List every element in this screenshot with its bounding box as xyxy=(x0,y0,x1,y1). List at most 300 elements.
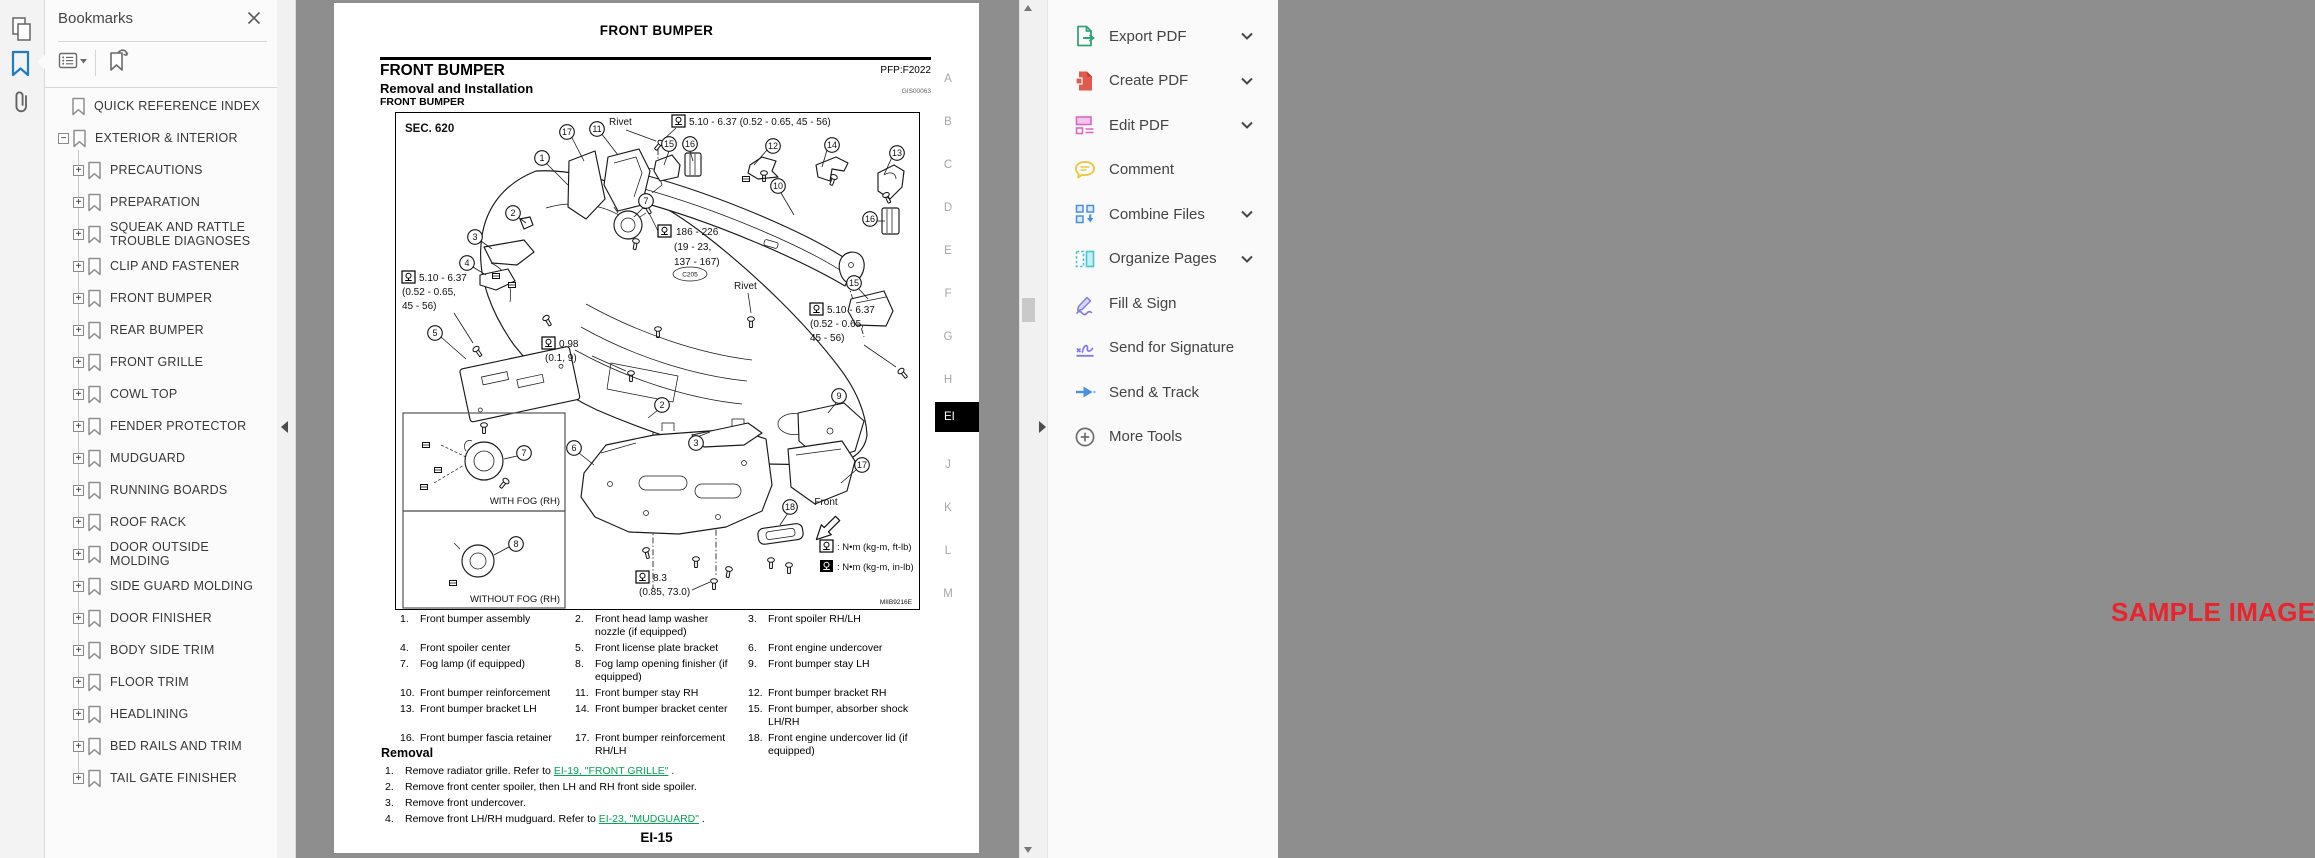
part-number: 3. xyxy=(748,613,757,625)
organize-pages-icon xyxy=(1073,247,1097,271)
bookmark-label: SIDE GUARD MOLDING xyxy=(110,579,254,593)
part-number: 1. xyxy=(400,613,409,625)
bookmark-icon xyxy=(87,225,102,244)
section-tab: K xyxy=(944,501,952,514)
more-tools-icon xyxy=(1073,425,1097,449)
removal-steps xyxy=(381,763,881,827)
part-number: 7. xyxy=(400,658,409,670)
bookmark-label: FENDER PROTECTOR xyxy=(110,419,247,433)
bookmarks-panel-button[interactable] xyxy=(9,50,35,78)
callout-number xyxy=(771,179,786,194)
bookmark-icon xyxy=(87,321,102,340)
callout-number xyxy=(567,441,582,456)
part-number: 9. xyxy=(748,658,757,670)
bookmark-children xyxy=(45,154,277,794)
callout-number xyxy=(855,458,870,473)
without-fog-label: WITHOUT FOG (RH) xyxy=(469,594,560,605)
callout-number xyxy=(560,125,575,140)
part-entry xyxy=(744,658,934,684)
bookmark-item[interactable] xyxy=(45,730,277,762)
expand-toggle[interactable]: + xyxy=(73,517,84,528)
svg-text:7: 7 xyxy=(521,448,527,458)
svg-text:2: 2 xyxy=(659,400,665,410)
tool-create-pdf[interactable]: Create PDF xyxy=(1048,59,1278,104)
bookmark-item[interactable] xyxy=(45,698,277,730)
part-number: 8. xyxy=(575,658,584,670)
svg-text:14: 14 xyxy=(826,140,838,150)
bookmark-icon xyxy=(87,161,102,180)
svg-text:1: 1 xyxy=(539,153,545,163)
torque-small-2: (0.1, 9) xyxy=(545,353,577,364)
new-bookmark-button[interactable] xyxy=(105,47,132,79)
part-name: Front bumper fascia retainer xyxy=(420,732,552,744)
part-entry xyxy=(744,703,934,729)
expand-toggle[interactable]: + xyxy=(73,261,84,272)
bookmark-label: COWL TOP xyxy=(110,387,178,401)
send-for-signature-icon xyxy=(1073,336,1097,360)
callout-number xyxy=(662,137,677,152)
bookmark-icon xyxy=(71,97,86,116)
part-number: 14. xyxy=(575,703,590,715)
svg-text:10: 10 xyxy=(772,181,784,191)
step-text: Remove radiator grille. Refer to xyxy=(405,765,554,777)
scrollbar-thumb[interactable] xyxy=(1022,298,1035,322)
tool-organize-pages[interactable]: Organize Pages xyxy=(1048,237,1278,282)
expand-toggle[interactable]: + xyxy=(73,773,84,784)
expand-toggle[interactable]: + xyxy=(73,229,84,240)
callout-number xyxy=(689,436,704,451)
document-area xyxy=(295,0,1019,858)
bookmark-icon xyxy=(87,705,102,724)
expand-toggle[interactable]: + xyxy=(73,613,84,624)
torque-small-1: 0.98 xyxy=(559,339,579,350)
bookmark-icon xyxy=(87,545,102,564)
bookmark-label: SQUEAK AND RATTLE TROUBLE DIAGNOSES xyxy=(110,220,251,248)
expand-toggle[interactable]: + xyxy=(73,549,84,560)
part-name: Front bumper stay LH xyxy=(768,658,870,670)
page-number: EI-15 xyxy=(640,830,673,845)
subsection-title: Removal and Installation xyxy=(380,81,534,96)
bookmark-item[interactable] xyxy=(45,186,277,218)
part-name: Front engine undercover xyxy=(768,642,883,654)
bookmark-icon xyxy=(87,609,102,628)
part-entry xyxy=(571,658,744,684)
expand-toggle[interactable]: + xyxy=(73,485,84,496)
tool-edit-pdf[interactable]: Edit PDF xyxy=(1048,103,1278,148)
combine-files-icon xyxy=(1073,202,1097,226)
bookmark-item[interactable] xyxy=(45,570,277,602)
part-number: 12. xyxy=(748,687,763,699)
svg-text:8: 8 xyxy=(513,539,519,549)
part-name: Front bumper, absorber shock LH/RH xyxy=(768,703,909,728)
svg-text:18: 18 xyxy=(784,502,796,512)
part-entry xyxy=(396,703,571,729)
part-number: 2. xyxy=(575,613,584,625)
torque-left-2: (0.52 - 0.65, xyxy=(402,287,456,298)
section-tab: C xyxy=(943,158,953,171)
bookmark-icon xyxy=(87,641,102,660)
removal-heading: Removal xyxy=(381,746,434,760)
tool-list xyxy=(1048,0,1278,459)
bookmark-item[interactable] xyxy=(45,538,277,570)
removal-step xyxy=(381,763,881,779)
torque-top: 5.10 - 6.37 (0.52 - 0.65, 45 - 56) xyxy=(689,117,831,128)
bookmark-item[interactable] xyxy=(45,250,277,282)
part-name: Front bumper reinforcement xyxy=(420,687,551,699)
part-number: 16. xyxy=(400,732,415,744)
svg-text:13: 13 xyxy=(891,148,903,158)
front-label: Front xyxy=(814,497,838,508)
bookmarks-panel-title: Bookmarks xyxy=(58,10,134,27)
step-number: 4. xyxy=(385,813,394,825)
subsection-subtitle: FRONT BUMPER xyxy=(380,96,465,108)
legend-inlb: : N•m (kg-m, in-lb) xyxy=(837,562,914,573)
bookmark-item[interactable] xyxy=(45,282,277,314)
torque-left-1: 5.10 - 6.37 xyxy=(419,273,467,284)
part-name: Front bumper assembly xyxy=(420,613,531,625)
section-tab: E xyxy=(944,244,952,257)
part-entry xyxy=(396,687,571,700)
svg-text:5: 5 xyxy=(432,328,438,338)
tool-more-tools[interactable]: More Tools xyxy=(1048,415,1278,460)
chevron-down-icon[interactable] xyxy=(1240,254,1254,264)
collapse-toggle[interactable]: − xyxy=(58,133,69,144)
callout-number xyxy=(766,139,781,154)
svg-text:16: 16 xyxy=(864,214,876,224)
part-name: Front bumper bracket LH xyxy=(420,703,537,715)
bookmark-label: QUICK REFERENCE INDEX xyxy=(94,99,261,113)
connector-label: C205 xyxy=(682,271,698,279)
part-name: Front bumper bracket RH xyxy=(768,687,887,699)
svg-text:9: 9 xyxy=(836,391,842,401)
svg-text:3: 3 xyxy=(693,438,699,448)
callout-number xyxy=(460,256,475,271)
callout-number xyxy=(639,194,654,209)
step-text: Remove front LH/RH mudguard. Refer to xyxy=(405,813,599,825)
bookmark-icon xyxy=(87,385,102,404)
bookmark-item[interactable] xyxy=(45,314,277,346)
bookmark-item-quick-reference-index[interactable] xyxy=(45,90,277,122)
torque-bottom-2: (0.85, 73.0) xyxy=(639,587,691,598)
torque-left-3: 45 - 56) xyxy=(402,301,437,312)
part-entry xyxy=(396,642,571,655)
bookmark-item[interactable] xyxy=(45,378,277,410)
callout-number xyxy=(428,326,443,341)
bookmark-item[interactable] xyxy=(45,762,277,794)
bookmark-item-exterior-interior[interactable] xyxy=(45,122,277,154)
part-entry xyxy=(396,658,571,684)
step-text: Remove front center spoiler, then LH and RH front side spoiler. xyxy=(405,781,697,793)
sec-label: SEC. 620 xyxy=(405,123,455,135)
bookmark-label: PREPARATION xyxy=(110,195,200,209)
bookmark-label: FLOOR TRIM xyxy=(110,675,189,689)
expand-toggle[interactable]: + xyxy=(73,741,84,752)
step-number: 1. xyxy=(385,765,394,777)
tool-send-for-signature[interactable]: Send for Signature xyxy=(1048,326,1278,371)
callout-number xyxy=(655,398,670,413)
part-name: Front head lamp washer nozzle (if equipped) xyxy=(595,613,709,638)
callout-number xyxy=(847,276,862,291)
exploded-diagram xyxy=(395,112,920,610)
bookmark-label: PRECAUTIONS xyxy=(110,163,203,177)
removal-step xyxy=(381,795,881,811)
callout-number xyxy=(863,212,878,227)
edit-pdf-icon xyxy=(1073,113,1097,137)
section-tab: G xyxy=(943,330,953,343)
bookmark-label: RUNNING BOARDS xyxy=(110,483,228,497)
doc-code: GIS00063 xyxy=(901,88,931,95)
torque-mid-2: (19 - 23, xyxy=(674,242,712,253)
part-name: Fog lamp (if equipped) xyxy=(420,658,526,670)
bookmark-label: EXTERIOR & INTERIOR xyxy=(95,131,238,145)
part-entry xyxy=(571,703,744,729)
part-name: Fog lamp opening finisher (if equipped) xyxy=(595,658,728,683)
svg-text:4: 4 xyxy=(464,258,470,268)
exploded-diagram-illustration xyxy=(396,113,919,609)
bookmark-icon xyxy=(87,289,102,308)
expand-right-panel-icon[interactable] xyxy=(1039,421,1046,433)
part-absorber-shock xyxy=(654,155,680,181)
bookmarks-toolbar xyxy=(58,49,132,77)
callout-number xyxy=(468,230,483,245)
expand-toggle[interactable]: + xyxy=(73,325,84,336)
part-name: Front bumper bracket center xyxy=(595,703,728,715)
rivet-label-mid: Rivet xyxy=(734,281,757,292)
callout-number xyxy=(890,146,905,161)
section-tab-active: EI xyxy=(935,402,979,432)
svg-text:7: 7 xyxy=(643,196,649,206)
bookmark-icon xyxy=(87,193,102,212)
navigation-icon-strip xyxy=(0,0,45,858)
reference-link[interactable]: EI-23, "MUDGUARD" xyxy=(598,813,699,825)
chevron-down-icon[interactable] xyxy=(1240,31,1254,41)
bookmark-icon xyxy=(87,353,102,372)
bookmark-icon xyxy=(87,481,102,500)
step-number: 2. xyxy=(385,781,394,793)
section-tab: D xyxy=(943,201,953,214)
part-name: Front spoiler center xyxy=(420,642,511,654)
with-fog-label: WITH FOG (RH) xyxy=(489,496,560,507)
bookmark-item[interactable] xyxy=(45,218,277,250)
fill-sign-icon xyxy=(1073,291,1097,315)
tool-combine-files[interactable]: Combine Files xyxy=(1048,192,1278,237)
chevron-down-icon[interactable] xyxy=(1240,209,1254,219)
expand-toggle[interactable]: + xyxy=(73,421,84,432)
part-fascia-retainer xyxy=(685,153,701,176)
svg-text:2: 2 xyxy=(510,208,516,218)
section-tabs-bottom xyxy=(933,443,963,615)
bookmark-icon xyxy=(72,129,87,148)
bookmark-item[interactable] xyxy=(45,634,277,666)
active-panel-notch xyxy=(37,54,46,70)
torque-bottom-1: 8.3 xyxy=(653,573,667,584)
expand-toggle[interactable]: + xyxy=(73,197,84,208)
expand-toggle[interactable]: + xyxy=(73,453,84,464)
left-panel-splitter[interactable] xyxy=(277,0,296,858)
image-code: MIIB9216E xyxy=(879,599,912,606)
expand-toggle[interactable]: + xyxy=(73,677,84,688)
callout-number xyxy=(590,122,605,137)
part-name: Front spoiler RH/LH xyxy=(768,613,861,625)
bookmark-label: FRONT BUMPER xyxy=(110,291,213,305)
svg-text:12: 12 xyxy=(767,141,779,151)
pfp-code: PFP:F2022 xyxy=(880,65,931,76)
part-name: Front bumper reinforcement RH/LH xyxy=(595,732,726,757)
divider xyxy=(45,87,277,88)
bookmark-item[interactable] xyxy=(45,154,277,186)
part-name: Front engine undercover lid (if equipped) xyxy=(768,732,908,757)
pdf-page xyxy=(334,3,979,853)
bookmark-label: DOOR OUTSIDE MOLDING xyxy=(110,540,209,568)
svg-text:6: 6 xyxy=(571,443,577,453)
page-header-title: FRONT BUMPER xyxy=(599,23,714,38)
bookmark-options-button[interactable] xyxy=(58,49,89,78)
scroll-down-icon[interactable] xyxy=(1024,847,1032,853)
tool-export-pdf[interactable]: Export PDF xyxy=(1048,14,1278,59)
bookmark-label: BODY SIDE TRIM xyxy=(110,643,215,657)
bookmark-label: ROOF RACK xyxy=(110,515,187,529)
export-pdf-icon xyxy=(1073,24,1097,48)
tool-comment[interactable]: Comment xyxy=(1048,148,1278,193)
vertical-scrollbar[interactable] xyxy=(1019,0,1037,858)
part-number: 18. xyxy=(748,732,763,744)
part-reinforcement-lh xyxy=(788,441,855,504)
svg-text:17: 17 xyxy=(561,127,573,137)
part-number: 17. xyxy=(575,732,590,744)
send-track-icon xyxy=(1073,380,1097,404)
expand-toggle[interactable]: + xyxy=(73,709,84,720)
bookmark-icon xyxy=(87,449,102,468)
step-text: Remove front undercover. xyxy=(405,797,526,809)
part-number: 11. xyxy=(575,687,589,699)
bookmark-item[interactable] xyxy=(45,666,277,698)
bookmark-item[interactable] xyxy=(45,410,277,442)
bookmarks-panel xyxy=(45,0,277,858)
expand-toggle[interactable]: + xyxy=(73,165,84,176)
part-name: Front license plate bracket xyxy=(595,642,719,654)
divider xyxy=(95,50,96,76)
callout-number xyxy=(506,206,521,221)
part-bracket-lh xyxy=(878,165,904,199)
section-tab: B xyxy=(944,115,952,128)
bookmark-label: FRONT GRILLE xyxy=(110,355,204,369)
section-tab: H xyxy=(943,373,953,386)
bookmark-label: MUDGUARD xyxy=(110,451,186,465)
page-thumbnails-button[interactable] xyxy=(9,15,35,43)
svg-text:3: 3 xyxy=(472,232,478,242)
bookmark-item[interactable] xyxy=(45,506,277,538)
bookmark-icon xyxy=(87,769,102,788)
torque-right-3: 45 - 56) xyxy=(810,333,845,344)
bookmark-label: CLIP AND FASTENER xyxy=(110,259,240,273)
bookmark-icon xyxy=(87,257,102,276)
callout-number xyxy=(832,389,847,404)
bookmark-label: HEADLINING xyxy=(110,707,189,721)
part-name: Front bumper stay RH xyxy=(595,687,699,699)
part-entry xyxy=(744,613,934,639)
section-tab: F xyxy=(944,287,952,300)
callout-number xyxy=(783,500,798,515)
section-tabs-top xyxy=(933,57,963,401)
reference-link[interactable]: EI-19, "FRONT GRILLE" xyxy=(553,765,669,777)
bookmark-item[interactable] xyxy=(45,346,277,378)
bookmarks-tree xyxy=(45,90,277,794)
removal-step xyxy=(381,811,881,827)
svg-text:15: 15 xyxy=(848,278,860,288)
tool-fill-sign[interactable]: Fill & Sign xyxy=(1048,281,1278,326)
chevron-down-icon[interactable] xyxy=(1240,76,1254,86)
expand-toggle[interactable]: + xyxy=(73,645,84,656)
header-rule xyxy=(380,57,931,60)
svg-text:17: 17 xyxy=(856,460,868,470)
collapse-left-panel-icon[interactable] xyxy=(281,421,288,433)
bookmark-item[interactable] xyxy=(45,602,277,634)
bookmark-icon xyxy=(87,673,102,692)
torque-right-2: (0.52 - 0.65, xyxy=(810,319,864,330)
part-entry xyxy=(744,642,934,655)
step-number: 3. xyxy=(385,797,394,809)
create-pdf-icon xyxy=(1073,69,1097,93)
part-entry xyxy=(571,613,744,639)
part-undercover-lid xyxy=(757,523,804,545)
section-tab: L xyxy=(944,544,952,557)
section-title: FRONT BUMPER xyxy=(380,62,505,79)
sample-image-watermark: SAMPLE IMAGE xyxy=(2111,597,2315,627)
part-entry xyxy=(571,642,744,655)
legend-ftlb: : N•m (kg-m, ft-lb) xyxy=(837,542,912,553)
comment-icon xyxy=(1073,158,1097,182)
part-number: 6. xyxy=(748,642,757,654)
svg-text:16: 16 xyxy=(684,139,696,149)
tool-send-track[interactable]: Send & Track xyxy=(1048,370,1278,415)
bookmark-label: TAIL GATE FINISHER xyxy=(110,771,237,785)
part-number: 13. xyxy=(400,703,415,715)
callout-number xyxy=(683,137,698,152)
scroll-up-icon[interactable] xyxy=(1024,5,1032,11)
inset-fog-lamp-art xyxy=(421,423,511,490)
attachments-panel-button[interactable] xyxy=(9,88,35,116)
expand-toggle[interactable]: + xyxy=(73,357,84,368)
bookmark-label: BED RAILS AND TRIM xyxy=(110,739,242,753)
torque-right-1: 5.10 - 6.37 xyxy=(827,305,875,316)
part-number: 10. xyxy=(400,687,415,699)
part-entry xyxy=(744,687,934,700)
inset-fog-finisher-art xyxy=(450,543,495,586)
section-tab: M xyxy=(943,587,953,600)
bookmark-item[interactable] xyxy=(45,474,277,506)
part-number: 4. xyxy=(400,642,409,654)
expand-toggle[interactable]: + xyxy=(73,389,84,400)
bookmark-label: REAR BUMPER xyxy=(110,323,204,337)
bookmark-item[interactable] xyxy=(45,442,277,474)
bookmark-label: DOOR FINISHER xyxy=(110,611,212,625)
expand-toggle[interactable]: + xyxy=(73,293,84,304)
bookmark-icon xyxy=(87,513,102,532)
torque-mid-3: 137 - 167) xyxy=(674,257,720,268)
close-icon[interactable] xyxy=(246,10,264,28)
svg-text:15: 15 xyxy=(663,139,675,149)
divider xyxy=(58,41,267,42)
part-entry xyxy=(396,613,571,639)
section-tab: A xyxy=(944,72,952,85)
callout-number xyxy=(535,151,550,166)
step-text-post: . xyxy=(698,813,705,825)
chevron-down-icon[interactable] xyxy=(1240,120,1254,130)
expand-toggle[interactable]: + xyxy=(73,581,84,592)
callout-number xyxy=(509,537,524,552)
bookmark-icon xyxy=(87,417,102,436)
part-number: 5. xyxy=(575,642,584,654)
